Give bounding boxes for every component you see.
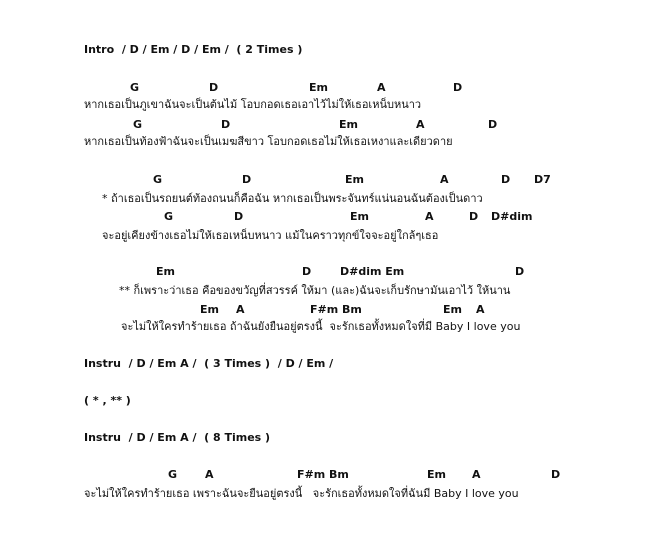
- chord: G: [164, 210, 174, 223]
- intro-line: Intro / D / Em / D / Em / ( 2 Times ): [84, 43, 303, 56]
- chord: D: [515, 265, 525, 278]
- chord: Em: [443, 303, 462, 316]
- chord: A: [236, 303, 245, 316]
- repeat-line: ( * , ** ): [84, 394, 131, 407]
- instru-line: Instru / D / Em A / ( 8 Times ): [84, 431, 271, 444]
- chord: G: [168, 468, 178, 481]
- chord: D: [302, 265, 312, 278]
- chord: D: [209, 81, 219, 94]
- chord: D#dim Em: [340, 265, 405, 278]
- chord: Em: [309, 81, 328, 94]
- chord: Em: [339, 118, 358, 131]
- instru-line: Instru / D / Em A / ( 3 Times ) / D / Em /: [84, 357, 334, 370]
- lyric-line: จะอยู่เคียงข้างเธอไม่ให้เธอเหน็บหนาว แม้ในคราวทุกข์ใจจะอยู่ใกล้ๆเธอ: [102, 229, 439, 242]
- lyric-line: จะไม่ให้ใครทำร้ายเธอ เพราะฉันจะยืนอยู่ตรงนี้ จะรักเธอทั้งหมดใจที่ฉันมี Baby I love you: [84, 487, 519, 500]
- chord: A: [425, 210, 434, 223]
- chord: D#dim: [491, 210, 533, 223]
- chord: D: [221, 118, 231, 131]
- chord: G: [153, 173, 163, 186]
- chord: G: [130, 81, 140, 94]
- chord: Em: [345, 173, 364, 186]
- lyric-line: ** ก็เพราะว่าเธอ คือของขวัญที่สวรรค์ ให้มา (และ)ฉันจะเก็บรักษามันเอาไว้ ให้นาน: [119, 284, 511, 297]
- lyric-line: จะไม่ให้ใครทำร้ายเธอ ถ้าฉันยังยืนอยู่ตรงนี้ จะรักเธอทั้งหมดใจที่มี Baby I love you: [121, 320, 521, 333]
- chord: D7: [534, 173, 551, 186]
- chord: D: [469, 210, 479, 223]
- chord: F#m Bm: [297, 468, 349, 481]
- chord: A: [472, 468, 481, 481]
- chord: F#m Bm: [310, 303, 362, 316]
- chord: A: [205, 468, 214, 481]
- chord: G: [133, 118, 143, 131]
- chord: Em: [156, 265, 175, 278]
- chord: D: [453, 81, 463, 94]
- chord: D: [501, 173, 511, 186]
- chord: A: [476, 303, 485, 316]
- chord: A: [377, 81, 386, 94]
- chord: D: [242, 173, 252, 186]
- chord: A: [416, 118, 425, 131]
- chord: D: [234, 210, 244, 223]
- chord: D: [551, 468, 561, 481]
- lyric-line: หากเธอเป็นท้องฟ้าฉันจะเป็นเมฆสีขาว โอบกอดเธอไม่ให้เธอเหงาและเดียวดาย: [84, 135, 453, 148]
- lyric-line: * ถ้าเธอเป็นรถยนต์ท้องถนนก็คือฉัน หากเธอเป็นพระจันทร์แน่นอนฉันต้องเป็นดาว: [102, 192, 483, 205]
- chord: Em: [200, 303, 219, 316]
- chord: Em: [427, 468, 446, 481]
- chord: Em: [350, 210, 369, 223]
- lyric-line: หากเธอเป็นภูเขาฉันจะเป็นต้นไม้ โอบกอดเธอเอาไว้ไม่ให้เธอเหน็บหนาว: [84, 98, 422, 111]
- chord: D: [488, 118, 498, 131]
- chord: A: [440, 173, 449, 186]
